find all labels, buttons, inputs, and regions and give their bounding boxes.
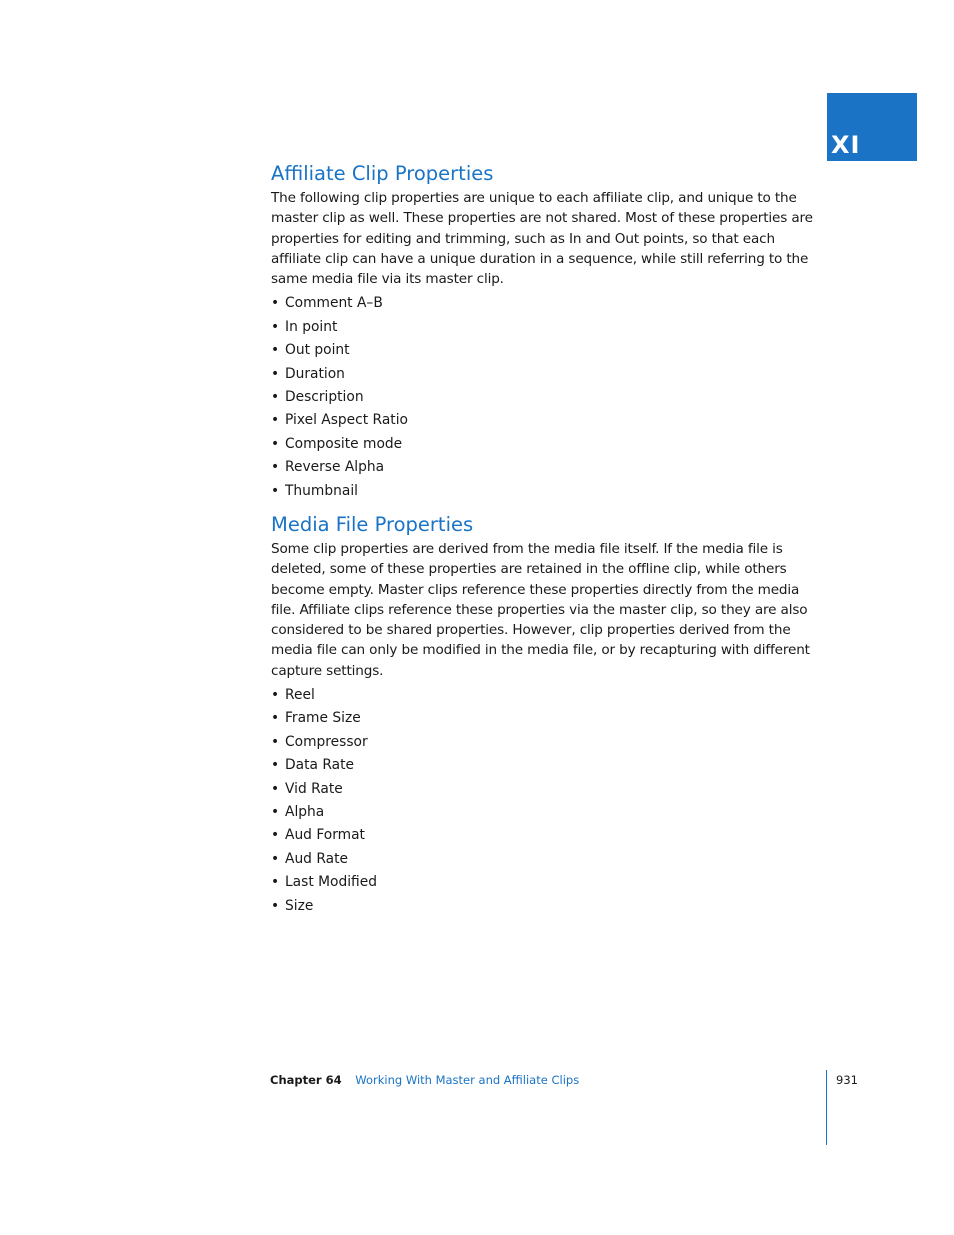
footer-divider: [826, 1070, 827, 1145]
list-item: • In point: [271, 316, 827, 339]
list-item: • Out point: [271, 339, 827, 362]
list-item: • Size: [271, 895, 827, 918]
list-item: • Reel: [271, 684, 827, 707]
list-item: • Reverse Alpha: [271, 456, 827, 479]
list-item: • Comment A–B: [271, 292, 827, 315]
footer-chapter-title: Working With Master and Affiliate Clips: [355, 1073, 580, 1087]
list-item: • Composite mode: [271, 433, 827, 456]
bullet-list: [271, 292, 827, 503]
list-item: • Thumbnail: [271, 480, 827, 503]
list-item: • Aud Format: [271, 824, 827, 847]
list-item: • Duration: [271, 363, 827, 386]
section-paragraph: The following clip properties are unique to each affiliate clip, and unique to the master clip as well. These properties are not shared. Most of these properties are properties for editing and trimming, such as In and Out points, so that each affiliate clip can have a unique duration in a sequence, while still referring to the same media file via its master clip.: [271, 190, 813, 288]
section-media-file-properties: [271, 513, 827, 918]
section-affiliate-clip-properties: [271, 162, 827, 503]
bullet-list: [271, 684, 827, 918]
page-footer: [270, 1073, 579, 1087]
part-tab: [827, 93, 917, 161]
section-heading: Media File Properties: [271, 513, 474, 536]
part-tab-label: XI: [831, 131, 861, 159]
section-paragraph: Some clip properties are derived from the media file itself. If the media file is deleted, some of these properties are retained in the offline clip, while others become empty. Master clips reference these properties directly from the media file. Affiliate clips reference these properties via the master clip, so they are also considered to be shared properties. However, clip properties derived from the media file can only be modified in the media file, or by recapturing with different capture settings.: [271, 541, 810, 679]
list-item: • Data Rate: [271, 754, 827, 777]
list-item: • Aud Rate: [271, 848, 827, 871]
list-item: • Description: [271, 386, 827, 409]
list-item: • Frame Size: [271, 707, 827, 730]
list-item: • Pixel Aspect Ratio: [271, 409, 827, 432]
section-heading: Affiliate Clip Properties: [271, 162, 494, 185]
list-item: • Last Modified: [271, 871, 827, 894]
footer-chapter: Chapter 64: [270, 1073, 342, 1087]
list-item: • Vid Rate: [271, 778, 827, 801]
list-item: • Alpha: [271, 801, 827, 824]
page-number: 931: [836, 1073, 858, 1087]
list-item: • Compressor: [271, 731, 827, 754]
